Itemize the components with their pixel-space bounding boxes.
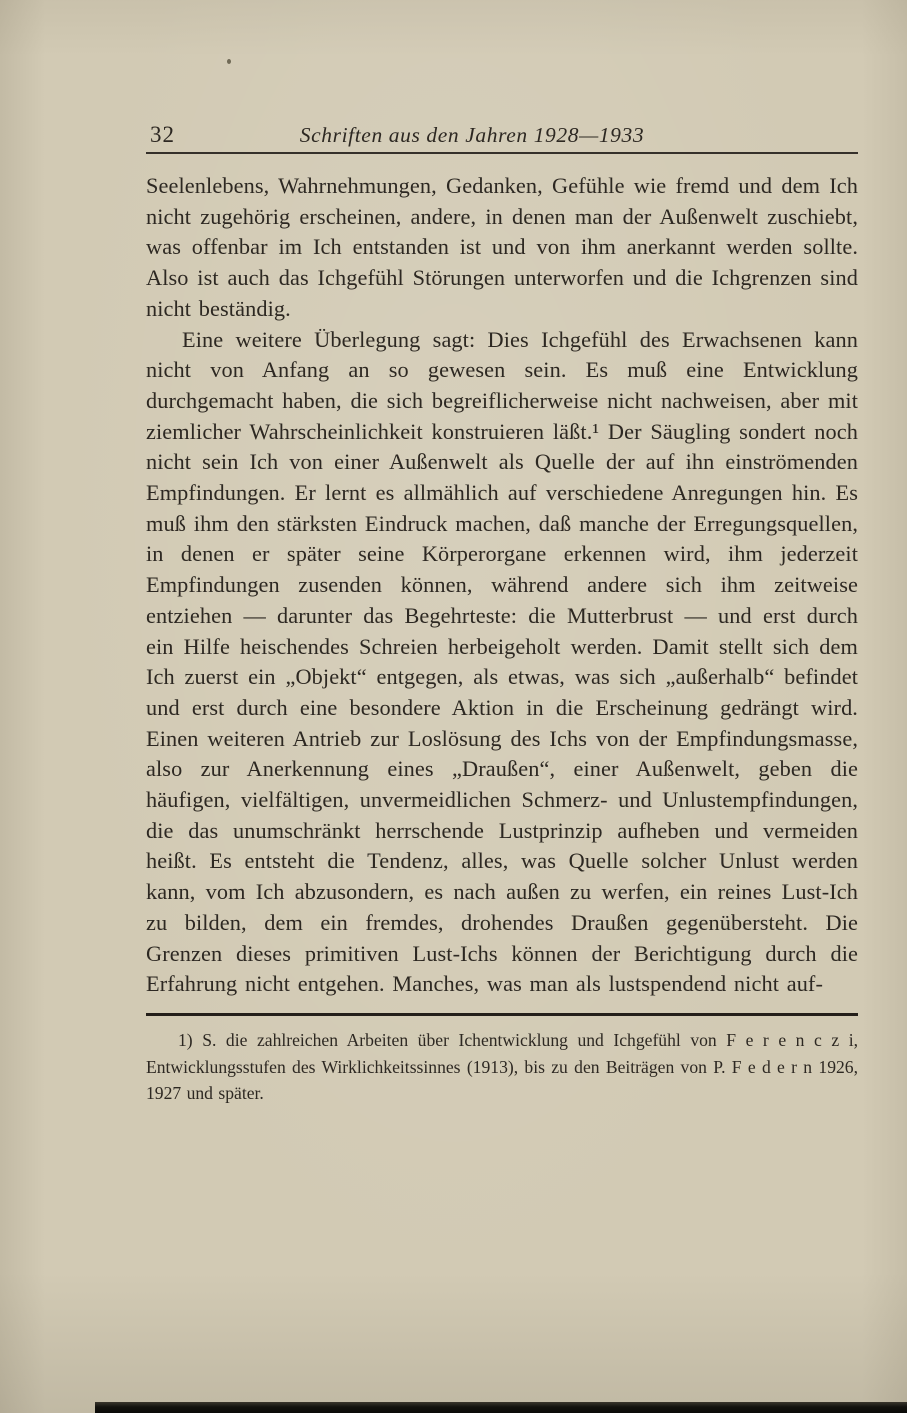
text-column (146, 0, 858, 1107)
page-header (146, 118, 858, 148)
footnote (146, 1027, 858, 1107)
scan-bottom-edge-artifact (95, 1402, 907, 1413)
page-number: 32 (150, 122, 175, 147)
footnote-text: 1) S. die zahlreichen Arbeiten über Ichentwicklung und Ichgefühl von F e r e n c z i, Entwicklungsstufen des Wirklichkeitssinnes (1913), bis zu den Beiträgen von P. F e d e r n 1926, 1927 und später. (146, 1029, 858, 1104)
header-rule (146, 152, 858, 154)
paragraph: Eine weitere Überlegung sagt: Dies Ichgefühl des Erwachsenen kann nicht von Anfang an so gewesen sein. Es muß eine Entwicklung durchgemacht haben, die sich begreiflicherweise nicht nachweisen, aber mit ziemlicher Wahrscheinlichkeit konstruieren läßt.¹ Der Säugling sondert noch nicht sein Ich von einer Außenwelt als Quelle der auf ihn einströmenden Empfindungen. Er lernt es allmählich auf verschiedene Anregungen hin. Es muß ihm den stärksten Eindruck machen, daß manche der Erregungsquellen, in denen er später seine Körperorgane erkennen wird, ihm jederzeit Empfindungen zusenden können, während andere sich ihm zeitweise entziehen — darunter das Begehrteste: die Mutterbrust — und erst durch ein Hilfe heischendes Schreien herbeigeholt werden. Damit stellt sich dem Ich zuerst ein „Objekt“ entgegen, als etwas, was sich „außerhalb“ befindet und erst durch eine besondere Aktion in die Erscheinung gedrängt wird. Einen weiteren Antrieb zur Loslösung des Ichs von der Empfindungsmasse, also zur Anerkennung eines „Draußen“, einer Außenwelt, geben die häufigen, vielfältigen, unvermeidlichen Schmerz- und Unlustempfindungen, die das unumschränkt herrschende Lustprinzip aufheben und vermeiden heißt. Es entsteht die Tendenz, alles, was Quelle solcher Unlust werden kann, vom Ich abzusondern, es nach außen zu werfen, ein reines Lust-Ich zu bilden, dem ein fremdes, drohendes Draußen gegenübersteht. Die Grenzen dieses primitiven Lust-Ichs können der Berichtigung durch die Erfahrung nicht entgehen. Manches, was man als lustspendend nicht auf- (146, 326, 858, 997)
paragraph: Seelenlebens, Wahrnehmungen, Gedanken, Gefühle wie fremd und dem Ich nicht zugehörig erscheinen, andere, in denen man der Außenwelt zuschiebt, was offenbar im Ich entstanden ist und von ihm anerkannt werden sollte. Also ist auch das Ichgefühl Störungen unterworfen und die Ichgrenzen sind nicht beständig. (146, 173, 858, 321)
footnote-rule (146, 1013, 858, 1016)
running-title: Schriften aus den Jahren 1928—1933 (299, 123, 645, 147)
body-text (146, 171, 858, 1000)
